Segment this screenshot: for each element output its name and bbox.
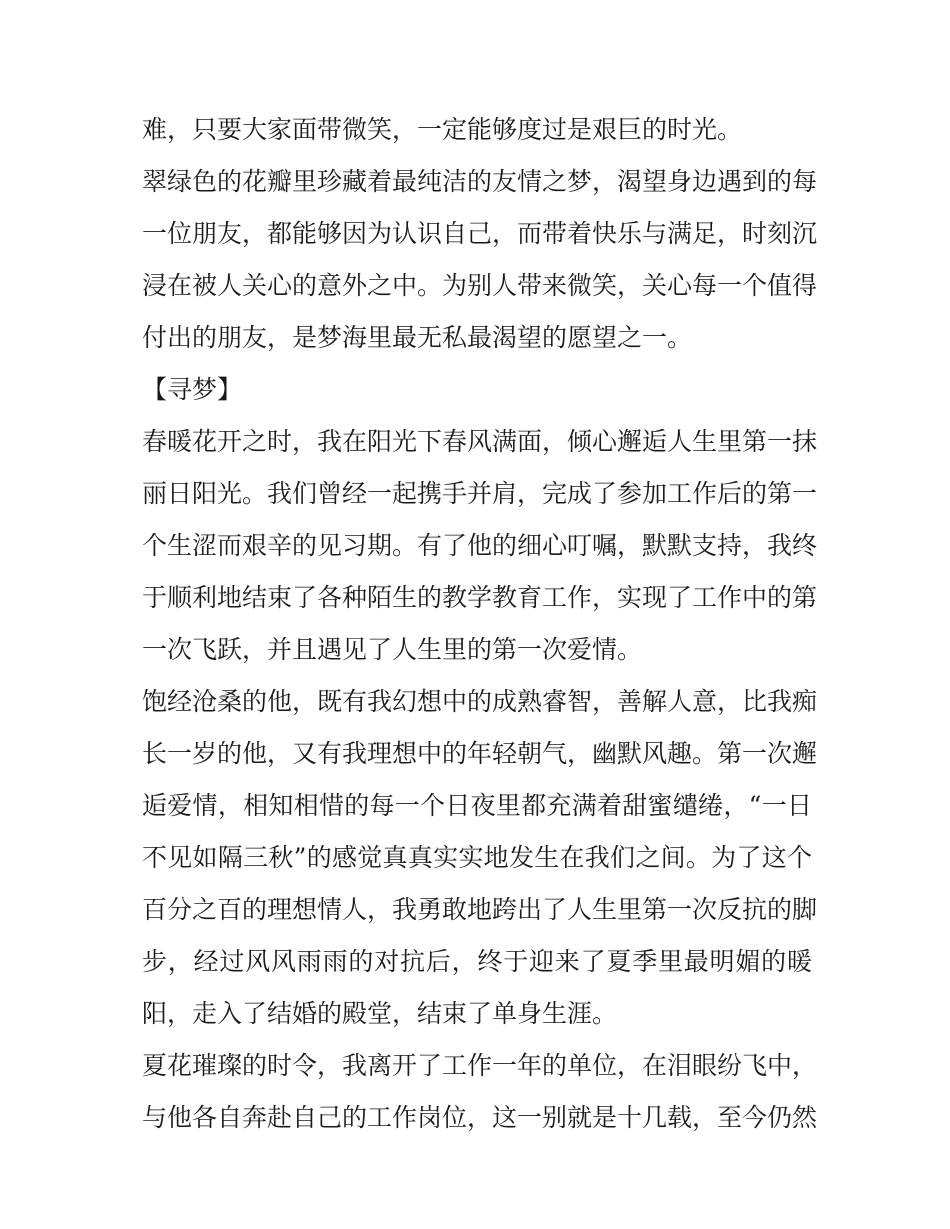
text-line: 于顺利地结束了各种陌生的教学教育工作，实现了工作中的第: [142, 583, 818, 612]
text-line: 丽日阳光。我们曾经一起携手并肩，完成了参加工作后的第一: [142, 479, 818, 508]
text-line: 夏花璀璨的时令，我离开了工作一年的单位，在泪眼纷飞中，: [142, 1051, 818, 1080]
document-body: [142, 104, 818, 1144]
text-line: 百分之百的理想情人，我勇敢地跨出了人生里第一次反抗的脚: [142, 895, 818, 924]
text-line: 一次飞跃，并且遇见了人生里的第一次爱情。: [142, 635, 643, 664]
text-line: 饱经沧桑的他，既有我幻想中的成熟睿智，善解人意，比我痴: [142, 687, 818, 716]
text-line: 不见如隔三秋”的感觉真真实实地发生在我们之间。为了这个: [142, 843, 812, 872]
text-line: 步，经过风风雨雨的对抗后，终于迎来了夏季里最明媚的暖: [142, 947, 812, 976]
text-line: 长一岁的他，又有我理想中的年轻朝气，幽默风趣。第一次邂: [142, 739, 818, 768]
text-line: 浸在被人关心的意外之中。为别人带来微笑，关心每一个值得: [142, 271, 818, 300]
text-line: 春暖花开之时，我在阳光下春风满面，倾心邂逅人生里第一抹: [142, 427, 818, 456]
section-heading: 【寻梦】: [142, 375, 243, 404]
text-line: 一位朋友，都能够因为认识自己，而带着快乐与满足，时刻沉: [142, 219, 818, 248]
text-line: 付出的朋友，是梦海里最无私最渴望的愿望之一。: [142, 323, 693, 352]
text-line: 翠绿色的花瓣里珍藏着最纯洁的友情之梦，渴望身边遇到的每: [142, 167, 818, 196]
text-line: 个生涩而艰辛的见习期。有了他的细心叮嘱，默默支持，我终: [142, 531, 818, 560]
text-line: 难，只要大家面带微笑，一定能够度过是艰巨的时光。: [142, 115, 743, 144]
text-line: 阳，走入了结婚的殿堂，结束了单身生涯。: [142, 999, 618, 1028]
text-line: 逅爱情，相知相惜的每一个日夜里都充满着甜蜜缱绻，“一日: [142, 791, 812, 820]
text-line: 与他各自奔赴自己的工作岗位，这一别就是十几载，至今仍然: [142, 1103, 818, 1132]
